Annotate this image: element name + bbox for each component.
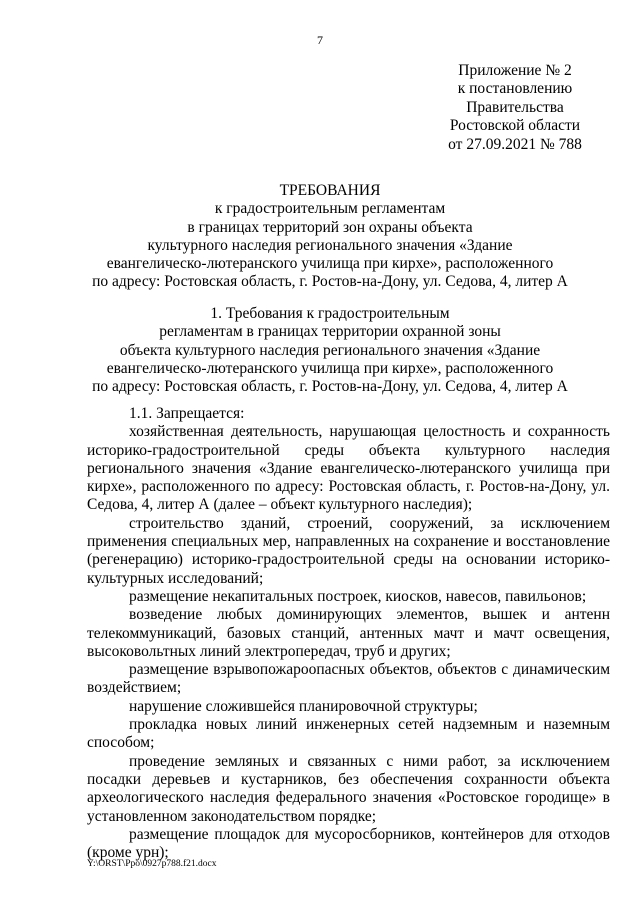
paragraph: прокладка новых линий инженерных сетей надземным и наземным способом; (87, 716, 610, 752)
section-heading-line: 1. Требования к градостроительным (210, 305, 450, 322)
paragraph: размещение площадок для мусоросборников, контейнеров для отходов (кроме урн); (87, 825, 610, 862)
file-path-footer: Y:\ORST\Ppo\0927p788.f21.docx (87, 859, 217, 869)
paragraph: проведение земляных и связанных с ними работ, за исключением посадки деревьев и кустарников, без обеспечения сохранности объекта археологического наследия федерального значения «Ростовское городище» в установленном законодательством порядке; (87, 752, 610, 825)
title-line: в границах территорий зон охраны объекта (187, 218, 473, 236)
title-word: ТРЕБОВАНИЯ (279, 182, 381, 199)
paragraph: размещение некапитальных построек, киосков, навесов, павильонов; (129, 587, 587, 605)
document-title (60, 182, 600, 292)
section-heading (60, 305, 600, 396)
section-heading-line: регламентам в границах территории охранной зоны (159, 323, 501, 341)
title-line: по адресу: Ростовская область, г. Ростов-на-Дону, ул. Седова, 4, литер А (92, 273, 568, 291)
appendix-line: от 27.09.2021 № 788 (448, 135, 582, 153)
appendix-block (440, 62, 590, 154)
paragraph: размещение взрывопожароопасных объектов, объектов с динамическим воздействием; (87, 661, 610, 697)
title-line: культурного наследия регионального значения «Здание (147, 236, 513, 254)
title-line: евангелическо-лютеранского училища при кирхе», расположенного (106, 255, 554, 273)
paragraph: строительство зданий, строений, сооружений, за исключением применения специальных мер, направленных на сохранение и восстановление (регенерацию) историко-градостроительной среды на основании историко-культурных исследований; (87, 514, 610, 587)
title-line: к градостроительным регламентам (214, 200, 446, 218)
section-heading-line: по адресу: Ростовская область, г. Ростов-на-Дону, ул. Седова, 4, литер А (92, 378, 568, 396)
appendix-line: Ростовской области (449, 117, 581, 135)
appendix-line: к постановлению (457, 80, 573, 98)
paragraph: нарушение сложившейся планировочной структуры; (129, 697, 478, 715)
page-number: 7 (317, 33, 323, 47)
appendix-line: Правительства (466, 98, 564, 116)
appendix-line: Приложение № 2 (458, 62, 572, 79)
section-heading-line: евангелическо-лютеранского училища при кирхе», расположенного (106, 359, 554, 377)
section-heading-line: объекта культурного наследия регионального значения «Здание (119, 341, 541, 359)
clause-heading: 1.1. Запрещается: (129, 405, 245, 422)
paragraph: возведение любых доминирующих элементов, вышек и антенн телекоммуникаций, базовых станций, антенных мачт и мачт освещения, высоковольтных линий электропередач, труб и других; (87, 606, 610, 660)
paragraph: хозяйственная деятельность, нарушающая целостность и сохранность историко-градостроительной среды объекта культурного наследия регионального значения «Здание евангелическо-лютеранского училища при кирхе», расположенного по адресу: Ростовская область, г. Ростов-на-Дону, ул. Седова, 4, литер А (далее – объект культурного наследия); (87, 423, 610, 514)
document-body (87, 405, 610, 862)
